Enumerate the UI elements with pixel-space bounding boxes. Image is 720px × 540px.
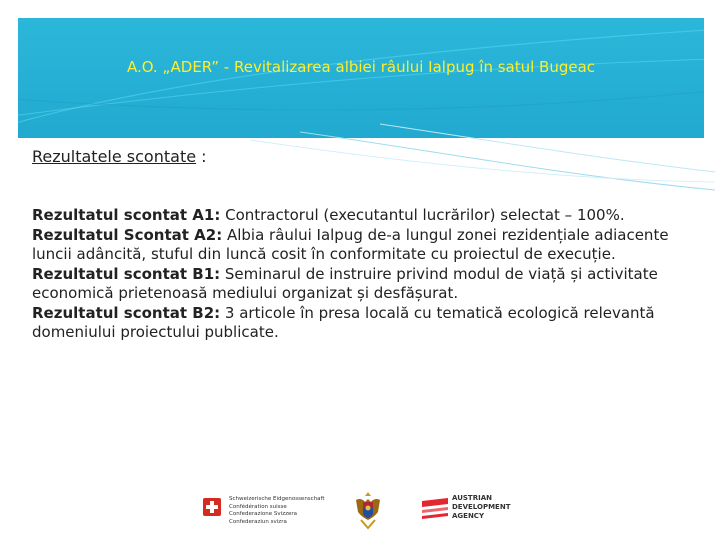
result-text: Contractorul (executantul lucrărilor) selectat – 100%. bbox=[220, 206, 625, 224]
swiss-line: Confederaziun svizra bbox=[229, 518, 287, 525]
ada-line: AGENCY bbox=[452, 512, 485, 520]
swiss-line: Confederazione Svizzera bbox=[229, 511, 297, 517]
result-label: Rezultatul scontat A1: bbox=[32, 206, 221, 224]
result-a2 bbox=[32, 226, 700, 265]
swiss-logo-text bbox=[229, 496, 359, 526]
austrian-flag-icon bbox=[422, 498, 448, 520]
ada-logo-text bbox=[452, 494, 552, 521]
section-heading-label: Rezultatele scontate bbox=[32, 147, 197, 166]
result-b1 bbox=[32, 265, 700, 304]
result-text: Seminarul de instruire privind modul de viață și activitate economică prietenoasă mediului organizat și desfășurat. bbox=[32, 264, 658, 302]
results-list bbox=[32, 206, 700, 343]
section-heading-suffix: : bbox=[196, 147, 207, 166]
swiss-flag-icon bbox=[203, 498, 221, 516]
result-label: Rezultatul scontat B1: bbox=[32, 264, 221, 283]
result-label: Rezultatul scontat B2: bbox=[32, 303, 221, 322]
section-heading bbox=[32, 147, 207, 166]
result-a1 bbox=[32, 206, 700, 226]
result-text: Albia râului Ialpug de-a lungul zonei rezidențiale adiacente luncii adâncită, stuful din luncă cosit în conformitate cu proiectul de execuție. bbox=[32, 225, 669, 263]
swiss-line: Confédération suisse bbox=[229, 503, 287, 510]
result-label: Rezultatul Scontat A2: bbox=[32, 225, 223, 244]
ada-line: DEVELOPMENT bbox=[452, 503, 511, 511]
ada-line: AUSTRIAN bbox=[452, 494, 492, 502]
swiss-line: Schweizerische Eidgenossenschaft bbox=[229, 496, 325, 502]
partner-logos bbox=[0, 486, 720, 532]
moldova-coat-of-arms-icon bbox=[353, 490, 383, 530]
result-text: 3 articole în presa locală cu tematică ecologică relevantă domeniului proiectului publicate. bbox=[32, 303, 655, 341]
slide-title: A.O. „ADER” - Revitalizarea albiei râului Ialpug în satul Bugeac bbox=[126, 58, 596, 76]
result-b2 bbox=[32, 304, 700, 343]
